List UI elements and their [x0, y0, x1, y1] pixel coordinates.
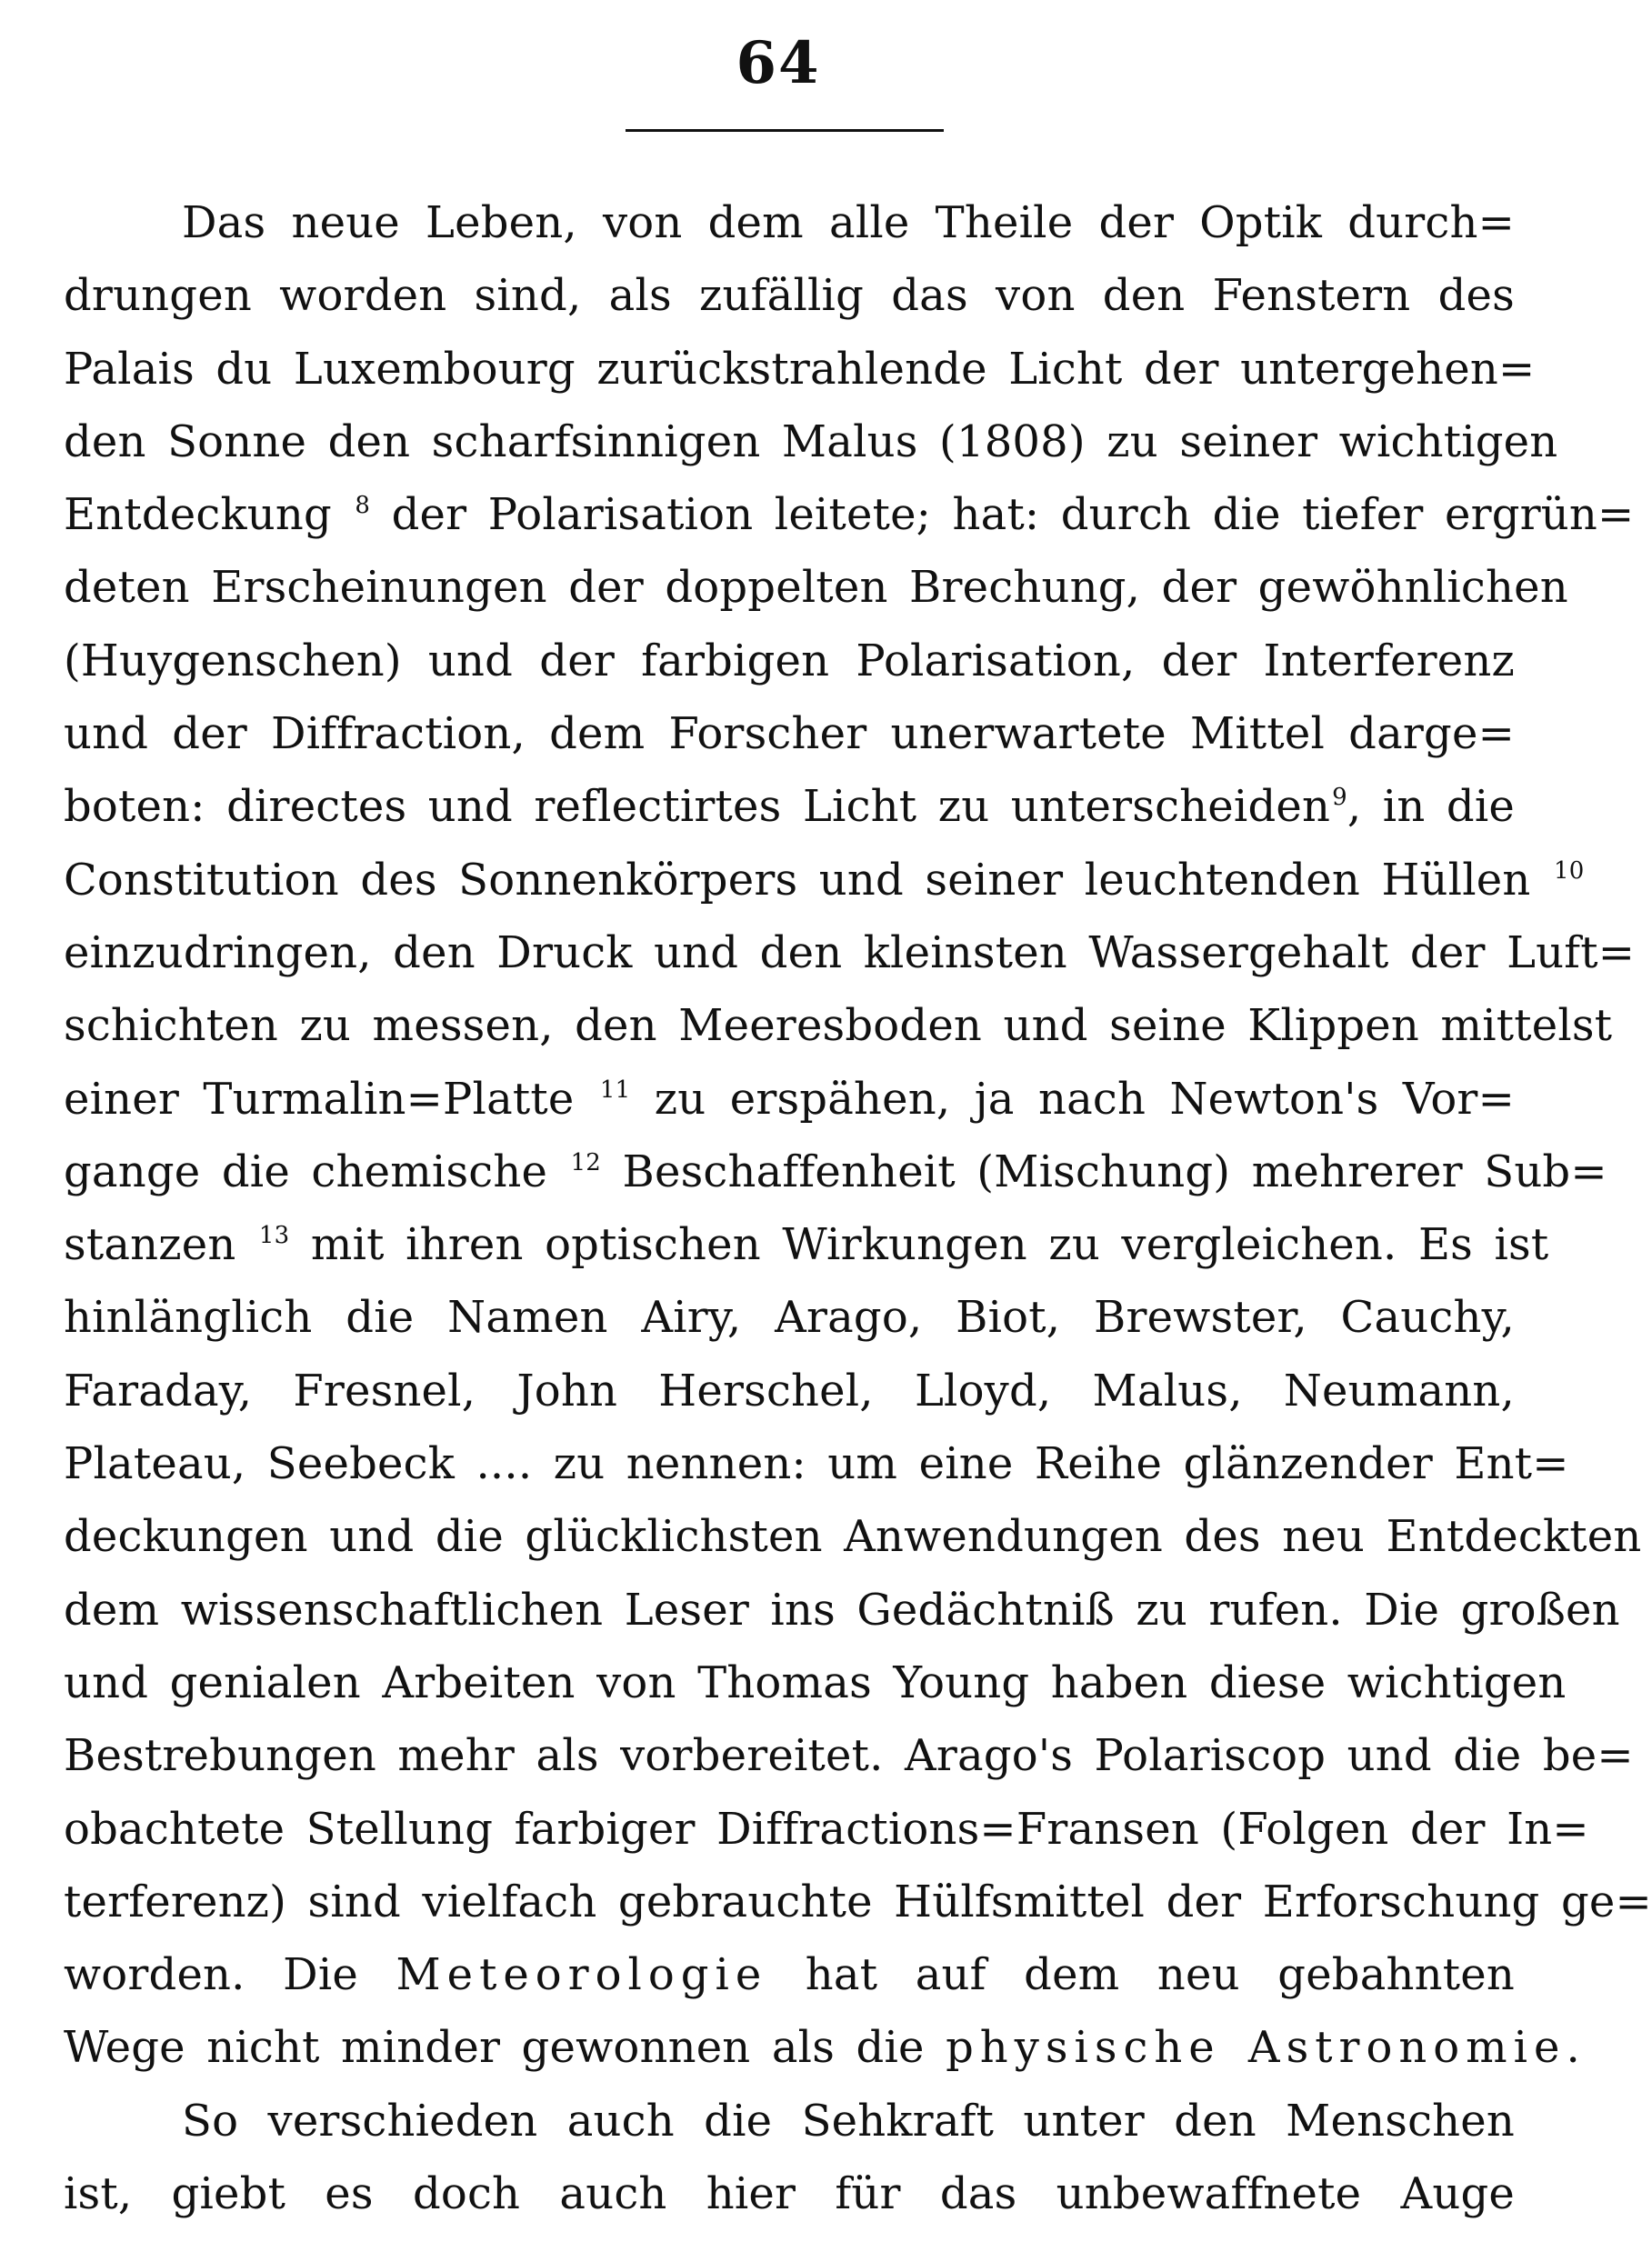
text-line: [64, 478, 1635, 551]
text-line: [64, 1427, 1569, 1500]
text-line-content: Bestrebungen mehr als vorbereitet. Arago's Polariscop und die be=: [64, 1730, 1634, 1782]
text-line: [64, 1355, 1515, 1427]
text-line: [64, 844, 1585, 916]
text-line-content: und der Diffraction, dem Forscher unerwartete Mittel darge=: [64, 708, 1515, 760]
footnote-marker: 8: [355, 492, 371, 520]
text-segment: stanzen: [64, 1219, 257, 1271]
text-line: [64, 625, 1515, 697]
text-segment: gange die chemische: [64, 1146, 569, 1197]
text-segment: , in die: [1347, 781, 1516, 833]
text-segment: Wege nicht minder gewonnen als die: [64, 2022, 946, 2074]
text-segment: worden. Die: [64, 1949, 396, 2001]
text-line: [64, 551, 1568, 624]
text-line: [64, 259, 1515, 332]
text-line: [64, 1208, 1549, 1281]
text-line-content: einzudringen, den Druck und den kleinsten Wassergehalt der Luft=: [64, 926, 1636, 978]
footnote-marker: 10: [1553, 856, 1585, 885]
text-line: [64, 1646, 1567, 1719]
text-segment: einer Turmalin=Platte: [64, 1073, 598, 1125]
header-rule: [626, 129, 944, 132]
text-line: [64, 186, 1515, 259]
text-line: [64, 1063, 1515, 1136]
footnote-marker: 13: [258, 1222, 290, 1250]
text-line: [64, 405, 1558, 478]
text-line: [64, 989, 1613, 1062]
text-segment: hat auf dem neu gebahnten: [767, 1949, 1515, 2001]
text-line-content: deckungen und die glücklichsten Anwendungen des neu Entdeckten: [64, 1511, 1642, 1563]
text-segment: der Polarisation leitete; hat: durch die tiefer ergrün=: [370, 489, 1635, 541]
spaced-emphasis: physische Astronomie: [946, 2022, 1567, 2074]
text-line-content: schichten zu messen, den Meeresboden und seine Klippen mittelst: [64, 1000, 1613, 1052]
text-line-content: und genialen Arbeiten von Thomas Young haben diese wichtigen: [64, 1656, 1567, 1708]
spaced-emphasis: Meteorologie: [395, 1949, 768, 2001]
text-line: [64, 333, 1536, 405]
text-segment: Entdeckung: [64, 489, 354, 541]
text-segment: Beschaffenheit (Mischung) mehrerer Sub=: [601, 1146, 1607, 1197]
text-line-content: ist, giebt es doch auch hier für das unbewaffnete Auge: [64, 2168, 1515, 2220]
text-segment: zu erspähen, ja nach Newton's Vor=: [630, 1073, 1515, 1125]
text-line-content: drungen worden sind, als zufällig das von den Fenstern des: [64, 270, 1515, 322]
text-line-content: deten Erscheinungen der doppelten Brechung, der gewöhnlichen: [64, 562, 1568, 614]
text-line: [64, 1793, 1589, 1866]
text-line-content: den Sonne den scharfsinnigen Malus (1808) zu seiner wichtigen: [64, 415, 1558, 467]
body-text: [64, 186, 1652, 2230]
footnote-marker: 11: [599, 1076, 631, 1104]
text-line-content: Plateau, Seebeck .... zu nennen: um eine Reihe glänzender Ent=: [64, 1438, 1569, 1490]
text-line: [64, 916, 1636, 989]
text-line-content: obachtete Stellung farbiger Diffractions=Fransen (Folgen der In=: [64, 1803, 1589, 1855]
text-line-content: hinlänglich die Namen Airy, Arago, Biot, Brewster, Cauchy,: [64, 1292, 1515, 1344]
text-line: [64, 697, 1515, 770]
text-segment: mit ihren optischen Wirkungen zu vergleichen. Es ist: [289, 1219, 1549, 1271]
text-line: [64, 2011, 1580, 2084]
text-line-content: dem wissenschaftlichen Leser ins Gedächtniß zu rufen. Die großen: [64, 1584, 1620, 1636]
text-segment: Constitution des Sonnenkörpers und seiner leuchtenden Hüllen: [64, 854, 1552, 906]
text-line: [64, 2085, 1515, 2157]
page-number: 64: [736, 29, 821, 97]
text-line-content: Faraday, Fresnel, John Herschel, Lloyd, Malus, Neumann,: [64, 1365, 1515, 1416]
text-segment: .: [1566, 2022, 1580, 2074]
footnote-marker: 12: [570, 1148, 602, 1176]
text-line: [64, 1866, 1652, 1938]
text-line-content: Palais du Luxembourg zurückstrahlende Licht der untergehen=: [64, 343, 1536, 395]
text-line-content: (Huygenschen) und der farbigen Polarisation, der Interferenz: [64, 635, 1515, 686]
footnote-marker: 9: [1332, 784, 1347, 812]
text-line: [64, 1500, 1642, 1573]
text-line: [64, 2157, 1515, 2230]
text-line-content: terferenz) sind vielfach gebrauchte Hülfsmittel der Erforschung ge=: [64, 1876, 1652, 1927]
text-line-content: Das neue Leben, von dem alle Theile der Optik durch=: [182, 197, 1515, 248]
text-line-content: So verschieden auch die Sehkraft unter den Menschen: [182, 2095, 1515, 2147]
text-line: [64, 1136, 1607, 1208]
text-line: [64, 770, 1515, 843]
text-line: [64, 1719, 1634, 1792]
text-segment: boten: directes und reflectirtes Licht zu unterscheiden: [64, 781, 1331, 833]
text-line: [64, 1281, 1515, 1354]
text-line: [64, 1938, 1515, 2011]
text-line: [64, 1574, 1620, 1646]
